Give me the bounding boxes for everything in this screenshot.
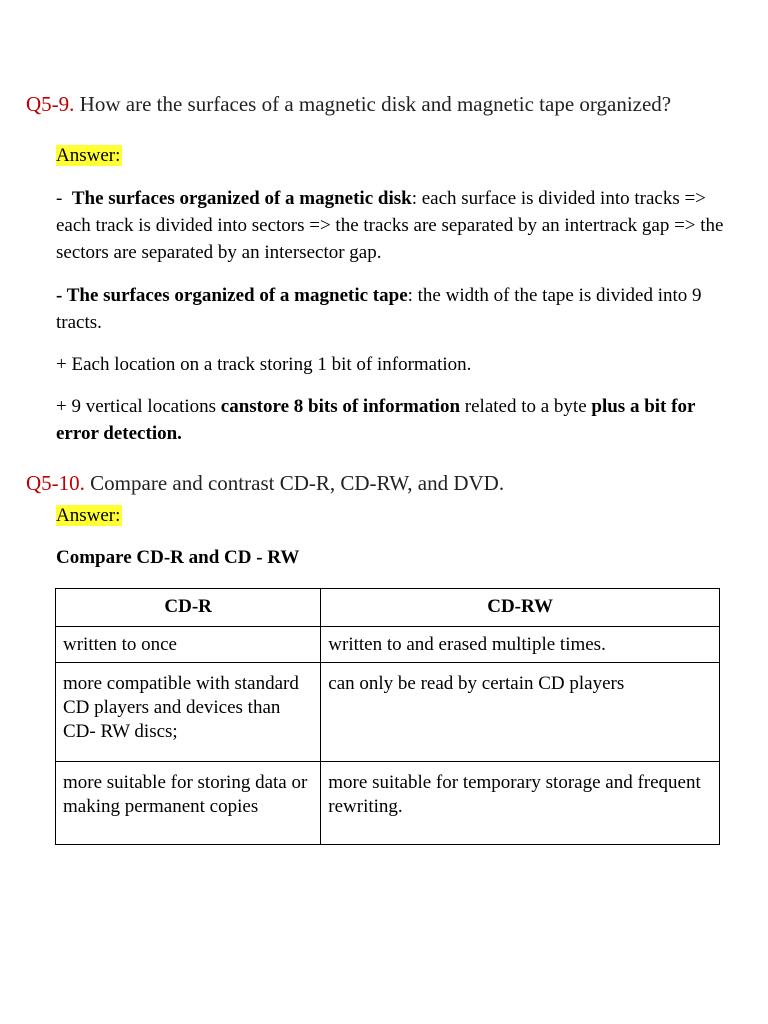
- table-cell: can only be read by certain CD players: [321, 663, 720, 762]
- disk-heading: The surfaces organized of a magnetic disk: [71, 188, 412, 209]
- question-number: Q5-9.: [26, 92, 75, 116]
- answer-label: Answer:: [56, 145, 121, 166]
- vertical-locations-paragraph: + 9 vertical locations canstore 8 bits of information related to a byte plus a bit for error detection.: [56, 396, 696, 444]
- table-cell: written to and erased multiple times.: [321, 627, 720, 663]
- track-location-paragraph: + Each location on a track storing 1 bit of information.: [56, 354, 472, 375]
- answer-label: Answer:: [56, 505, 121, 526]
- question-5-9-title: [26, 91, 671, 117]
- comparison-subheading: Compare CD-R and CD - RW: [56, 547, 300, 568]
- question-text: How are the surfaces of a magnetic disk and magnetic tape organized?: [79, 92, 672, 116]
- table-header-row: [56, 589, 720, 627]
- cd-comparison-table: [55, 588, 720, 845]
- table-row: [56, 762, 720, 845]
- table-cell: written to once: [56, 627, 321, 663]
- table-header-cell: CD-R: [56, 589, 321, 627]
- tape-organization-paragraph: [56, 282, 724, 336]
- tape-heading: - The surfaces organized of a magnetic tape: [56, 285, 408, 306]
- tape-description: : the width of the tape is divided into 9 tracts.: [56, 285, 702, 333]
- question-number: Q5-10.: [26, 471, 85, 495]
- disk-organization-paragraph: - The surfaces organized of a magnetic disk: each surface is divided into tracks => each track is divided into sectors => the tracks are separated by an intertrack gap => the sectors are separated by an intersector gap.: [56, 188, 724, 263]
- table-row: [56, 627, 720, 663]
- question-text: Compare and contrast CD-R, CD-RW, and DVD.: [90, 471, 505, 495]
- table-row: [56, 663, 720, 762]
- table-header-cell: CD-RW: [321, 589, 720, 627]
- question-5-10-title: [26, 470, 504, 496]
- table-cell: more suitable for temporary storage and frequent rewriting.: [321, 762, 720, 845]
- disk-description: : each surface is divided into tracks => each track is divided into sectors => the tracks are separated by an intertrack gap => the sectors are separated by an intersector gap.: [56, 188, 724, 263]
- table-cell: more compatible with standard CD players and devices than CD- RW discs;: [56, 663, 321, 762]
- table-cell: more suitable for storing data or making permanent copies: [56, 762, 321, 845]
